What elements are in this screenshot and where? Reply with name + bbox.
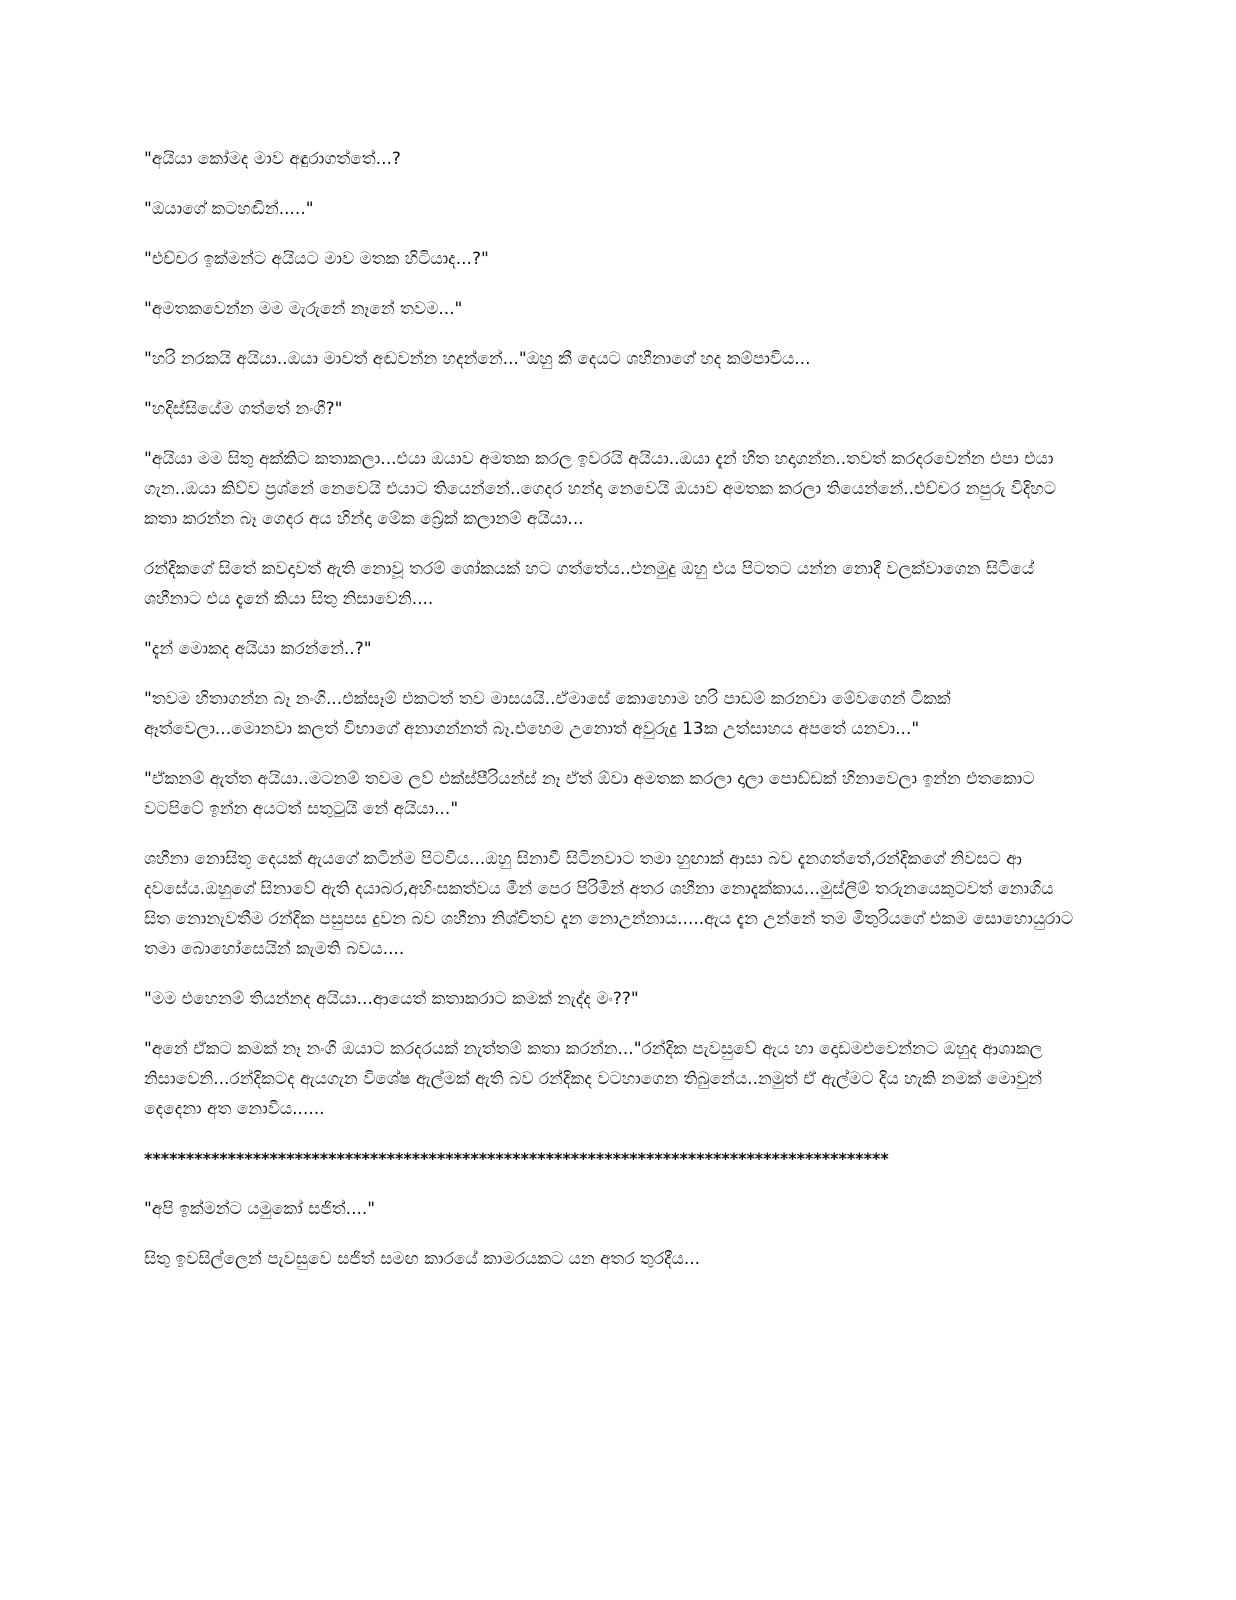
paragraph-10: "තවම හිතාගන්න බෑ නංගි...එක්සෑම් එකටත් තව මාසයයි..ඒමාසේ කොහොම හරි පාඩම් කරනවා මේවගෙන් ටිකක් ඈත්වෙලා...මොනවා කලත් විභාගේ අනාගන්නත් බෑ.එහෙම උනොත් අවුරුදු 13ක උත්සාහය අපතේ යනවා...": [144, 689, 951, 739]
paragraph-15: "අපි ඉක්මන්ට යමුකෝ සජිත්....": [144, 1199, 376, 1219]
paragraph-6: "හදිස්සියේම ගත්තේ නංගී?": [144, 399, 343, 419]
paragraph-7: "අයියා මම සිතු අක්කිට කතාකලා...එයා ඔයාව අමතක කරල ඉවරයි අයියා..ඔයා දැන් හිත හදාගන්න..තවත් කරදරවෙන්න එපා එයා ගැන..ඔයා කිව්ව ප්‍රශ්නේ නෙවෙයි එයාට තියෙන්නේ..ගෙදර හන්දා නෙවෙයි ඔයාව අමතක කරලා තියෙන්නේ..එච්චර නපුරු විදිහට කතා කරන්න බෑ ගෙදර අය හින්දා මේක බ්‍රේක් කලානම් අයියා...: [144, 449, 1056, 529]
paragraph-3: "එච්චර ඉක්මන්ට අයියට මාව මතක හිටියාද...?": [144, 249, 489, 269]
paragraph-9: "දැන් මොකද අයියා කරන්නේ..?": [144, 639, 372, 659]
paragraph-14: "අනේ ඒකට කමක් නෑ නංගි ඔයාට කරදරයක් නැත්තම් කතා කරන්න..."රන්දික පැවසුවේ ඇය හා දොඩමළුවෙන්නට ඔහුද ආශාකල නිසාවෙනි...රන්දිකටද ඇයගැන විශේෂ ඇල්මක් ඇති බව රන්දිකද වටහාගෙන තිබුනේය..නමුත් ඒ ඇල්මට දිය හැකි නමක් මොවුන් දෙදෙනා අත නොවීය......: [144, 1039, 1043, 1119]
paragraph-4: "අමතකවෙන්න මම මැරුනේ නෑනේ තවම...": [144, 299, 463, 319]
document-body: [144, 144, 1074, 1294]
section-separator: *****************************************************************************************: [144, 1149, 889, 1168]
paragraph-8: රන්දිකගේ සිතේ කවදාවත් ඇති නොවූ තරම් ශෝකයක් හට ගත්තේය..එනමුදු ඔහු එය පිටතට යන්න නොදී වලක්වාගෙන සිටියේ ශහීනාට එය දැනේ කියා සිතු නිසාවෙනි....: [144, 559, 1035, 609]
paragraph-16: සිතු ඉවසිල්ලෙන් පැවසුවෙ සජිත් සමඟ කාරයේ කාමරයකට යන අතර තුරදීය...: [144, 1249, 701, 1269]
paragraph-11: "ඒකනම් ඇත්ත අයියා..මටනම් තවම ලව් එක්ස්පීරියන්ස් නෑ ඒත් ඕවා අමතක කරලා දාලා පොඩ්ඩක් හිනාවෙලා ඉන්න එතකොට වටපිටේ ඉන්න අයටත් සතුටුයි නේ අයියා...": [144, 769, 1035, 819]
paragraph-12: ශහීනා නොසිතූ දෙයක් ඇයගේ කටින්ම පිටවිය...ඔහු සිනාවී සිටිනවාට තමා හුඟාක් ආසා බව දැනගත්තේ,රන්දිකගේ නිවසට ආ දවසේය.ඔහුගේ සිනාවේ ඇති දයාබර,අහිංසකත්වය මීන් පෙර පිරිමින් අතර ශහීනා නොදැක්කාය...මුස්ලිම් තරුනයෙකුටවත් නොගිය සිත නොනැවතීම රන්දික පසුපස දුවන බව ශහීනා නිශ්චිතව දැන නොඋන්නාය.....ඇය දැන උන්නේ තම මිතුරියගේ එකම සොහොයුරාට තමා බොහෝසෙයින් කැමති බවය....: [144, 849, 1074, 959]
paragraph-5: "හරි නරකයි අයියා..ඔයා මාවත් අඬවන්න හදන්නේ..."ඔහු කී දෙයට ශහීනාගේ හද කම්පාවිය...: [144, 349, 811, 369]
paragraph-2: "ඔයාගේ කටහඬින්.....": [144, 199, 314, 219]
paragraph-13: "මම එහෙනම් තියන්නද අයියා...ආයෙත් කතාකරාට කමක් නැද්ද මං??": [144, 989, 639, 1009]
paragraph-1: "අයියා කෝමද මාව අඳුරාගත්තේ...?: [144, 149, 401, 169]
